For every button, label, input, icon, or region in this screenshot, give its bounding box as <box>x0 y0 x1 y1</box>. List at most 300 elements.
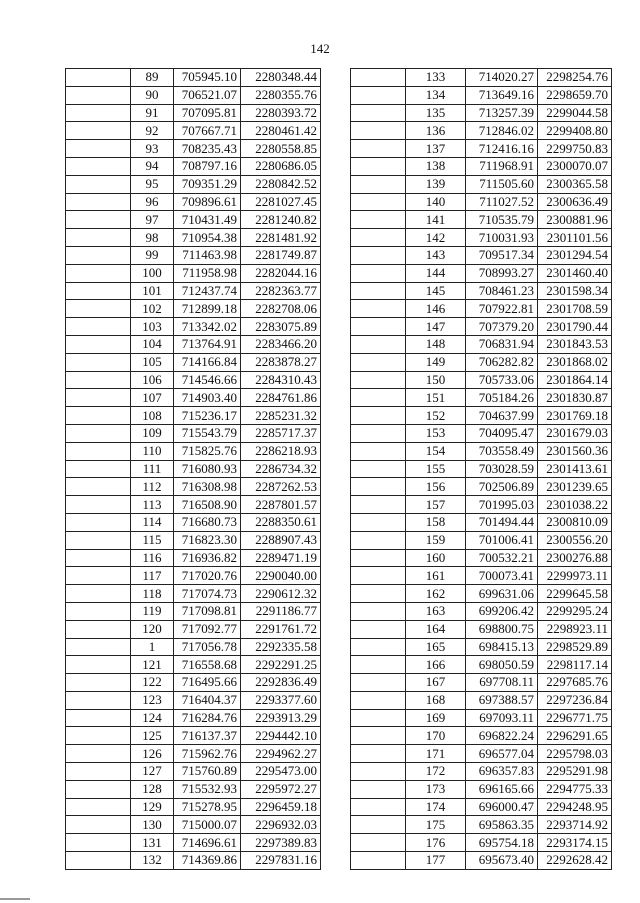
table-row <box>351 674 612 692</box>
y-coordinate-cell: 2301769.18 <box>538 407 612 425</box>
x-coordinate-cell: 711027.52 <box>466 193 538 211</box>
empty-cell <box>351 300 406 318</box>
x-coordinate-cell: 708797.16 <box>174 157 241 175</box>
empty-cell <box>351 122 406 140</box>
empty-cell <box>66 620 131 638</box>
y-coordinate-cell: 2287262.53 <box>241 478 321 496</box>
point-number-cell: 108 <box>131 407 174 425</box>
x-coordinate-cell: 710031.93 <box>466 229 538 247</box>
point-number-cell: 154 <box>406 442 466 460</box>
y-coordinate-cell: 2282044.16 <box>241 264 321 282</box>
table-row <box>351 442 612 460</box>
table-row <box>351 531 612 549</box>
point-number-cell: 133 <box>406 69 466 87</box>
empty-cell <box>66 834 131 852</box>
x-coordinate-cell: 717074.73 <box>174 585 241 603</box>
point-number-cell: 160 <box>406 549 466 567</box>
point-number-cell: 162 <box>406 585 466 603</box>
y-coordinate-cell: 2296459.18 <box>241 798 321 816</box>
point-number-cell: 157 <box>406 496 466 514</box>
y-coordinate-cell: 2286218.93 <box>241 442 321 460</box>
y-coordinate-cell: 2292335.58 <box>241 638 321 656</box>
empty-cell <box>351 763 406 781</box>
x-coordinate-cell: 710535.79 <box>466 211 538 229</box>
empty-cell <box>351 86 406 104</box>
point-number-cell: 158 <box>406 513 466 531</box>
x-coordinate-cell: 716495.66 <box>174 674 241 692</box>
point-number-cell: 145 <box>406 282 466 300</box>
x-coordinate-cell: 712437.74 <box>174 282 241 300</box>
x-coordinate-cell: 709351.29 <box>174 175 241 193</box>
empty-cell <box>66 371 131 389</box>
empty-cell <box>351 513 406 531</box>
x-coordinate-cell: 714696.61 <box>174 834 241 852</box>
y-coordinate-cell: 2294962.27 <box>241 745 321 763</box>
empty-cell <box>66 549 131 567</box>
y-coordinate-cell: 2301790.44 <box>538 318 612 336</box>
table-row <box>351 638 612 656</box>
point-number-cell: 110 <box>131 442 174 460</box>
table-row <box>66 264 321 282</box>
table-row <box>66 318 321 336</box>
empty-cell <box>351 104 406 122</box>
empty-cell <box>66 852 131 870</box>
point-number-cell: 167 <box>406 674 466 692</box>
point-number-cell: 126 <box>131 745 174 763</box>
y-coordinate-cell: 2296291.65 <box>538 727 612 745</box>
table-row <box>66 246 321 264</box>
point-number-cell: 134 <box>406 86 466 104</box>
y-coordinate-cell: 2289471.19 <box>241 549 321 567</box>
x-coordinate-cell: 717092.77 <box>174 620 241 638</box>
point-number-cell: 122 <box>131 674 174 692</box>
point-number-cell: 92 <box>131 122 174 140</box>
table-row <box>351 709 612 727</box>
x-coordinate-cell: 696822.24 <box>466 727 538 745</box>
table-row <box>66 567 321 585</box>
empty-cell <box>66 282 131 300</box>
point-number-cell: 98 <box>131 229 174 247</box>
table-row <box>351 353 612 371</box>
x-coordinate-cell: 716508.90 <box>174 496 241 514</box>
y-coordinate-cell: 2283878.27 <box>241 353 321 371</box>
y-coordinate-cell: 2298254.76 <box>538 69 612 87</box>
y-coordinate-cell: 2288907.43 <box>241 531 321 549</box>
point-number-cell: 137 <box>406 140 466 158</box>
x-coordinate-cell: 716936.82 <box>174 549 241 567</box>
empty-cell <box>351 424 406 442</box>
y-coordinate-cell: 2301843.53 <box>538 335 612 353</box>
empty-cell <box>351 780 406 798</box>
table-row <box>66 193 321 211</box>
x-coordinate-cell: 702506.89 <box>466 478 538 496</box>
point-number-cell: 125 <box>131 727 174 745</box>
x-coordinate-cell: 709896.61 <box>174 193 241 211</box>
point-number-cell: 104 <box>131 335 174 353</box>
y-coordinate-cell: 2280461.42 <box>241 122 321 140</box>
point-number-cell: 165 <box>406 638 466 656</box>
x-coordinate-cell: 711505.60 <box>466 175 538 193</box>
x-coordinate-cell: 710431.49 <box>174 211 241 229</box>
empty-cell <box>351 852 406 870</box>
x-coordinate-cell: 703558.49 <box>466 442 538 460</box>
table-row <box>66 122 321 140</box>
empty-cell <box>66 656 131 674</box>
table-row <box>66 140 321 158</box>
point-number-cell: 91 <box>131 104 174 122</box>
table-row <box>66 442 321 460</box>
y-coordinate-cell: 2301239.65 <box>538 478 612 496</box>
empty-cell <box>66 407 131 425</box>
table-row <box>66 602 321 620</box>
empty-cell <box>66 478 131 496</box>
empty-cell <box>351 638 406 656</box>
table-row <box>66 407 321 425</box>
empty-cell <box>66 745 131 763</box>
y-coordinate-cell: 2282363.77 <box>241 282 321 300</box>
x-coordinate-cell: 696165.66 <box>466 780 538 798</box>
point-number-cell: 143 <box>406 246 466 264</box>
empty-cell <box>351 567 406 585</box>
empty-cell <box>66 335 131 353</box>
y-coordinate-cell: 2293377.60 <box>241 691 321 709</box>
table-row <box>66 620 321 638</box>
table-row <box>66 834 321 852</box>
point-number-cell: 96 <box>131 193 174 211</box>
x-coordinate-cell: 714369.86 <box>174 852 241 870</box>
point-number-cell: 132 <box>131 852 174 870</box>
y-coordinate-cell: 2294248.95 <box>538 798 612 816</box>
x-coordinate-cell: 712416.16 <box>466 140 538 158</box>
point-number-cell: 129 <box>131 798 174 816</box>
empty-cell <box>351 246 406 264</box>
empty-cell <box>66 424 131 442</box>
x-coordinate-cell: 704095.47 <box>466 424 538 442</box>
point-number-cell: 107 <box>131 389 174 407</box>
y-coordinate-cell: 2299973.11 <box>538 567 612 585</box>
table-row <box>66 353 321 371</box>
empty-cell <box>351 691 406 709</box>
y-coordinate-cell: 2280686.05 <box>241 157 321 175</box>
table-row <box>66 211 321 229</box>
y-coordinate-cell: 2300881.96 <box>538 211 612 229</box>
y-coordinate-cell: 2292291.25 <box>241 656 321 674</box>
empty-cell <box>351 585 406 603</box>
empty-cell <box>351 834 406 852</box>
empty-cell <box>351 602 406 620</box>
y-coordinate-cell: 2280393.72 <box>241 104 321 122</box>
x-coordinate-cell: 706282.82 <box>466 353 538 371</box>
point-number-cell: 138 <box>406 157 466 175</box>
x-coordinate-cell: 695673.40 <box>466 852 538 870</box>
point-number-cell: 123 <box>131 691 174 709</box>
x-coordinate-cell: 697708.11 <box>466 674 538 692</box>
y-coordinate-cell: 2301460.40 <box>538 264 612 282</box>
table-row <box>351 496 612 514</box>
x-coordinate-cell: 716137.37 <box>174 727 241 745</box>
point-number-cell: 128 <box>131 780 174 798</box>
table-row <box>66 460 321 478</box>
x-coordinate-cell: 703028.59 <box>466 460 538 478</box>
empty-cell <box>351 264 406 282</box>
point-number-cell: 169 <box>406 709 466 727</box>
table-row <box>351 389 612 407</box>
x-coordinate-cell: 698050.59 <box>466 656 538 674</box>
x-coordinate-cell: 710954.38 <box>174 229 241 247</box>
point-number-cell: 148 <box>406 335 466 353</box>
empty-cell <box>351 318 406 336</box>
y-coordinate-cell: 2298923.11 <box>538 620 612 638</box>
table-row <box>351 407 612 425</box>
point-number-cell: 109 <box>131 424 174 442</box>
point-number-cell: 171 <box>406 745 466 763</box>
y-coordinate-cell: 2300810.09 <box>538 513 612 531</box>
point-number-cell: 159 <box>406 531 466 549</box>
table-row <box>66 229 321 247</box>
table-row <box>66 816 321 834</box>
y-coordinate-cell: 2288350.61 <box>241 513 321 531</box>
y-coordinate-cell: 2293913.29 <box>241 709 321 727</box>
x-coordinate-cell: 714546.66 <box>174 371 241 389</box>
point-number-cell: 174 <box>406 798 466 816</box>
table-row <box>351 478 612 496</box>
table-row <box>351 513 612 531</box>
y-coordinate-cell: 2286734.32 <box>241 460 321 478</box>
empty-cell <box>351 407 406 425</box>
empty-cell <box>66 638 131 656</box>
x-coordinate-cell: 711968.91 <box>466 157 538 175</box>
y-coordinate-cell: 2285717.37 <box>241 424 321 442</box>
table-row <box>66 549 321 567</box>
x-coordinate-cell: 713764.91 <box>174 335 241 353</box>
x-coordinate-cell: 705733.06 <box>466 371 538 389</box>
x-coordinate-cell: 716404.37 <box>174 691 241 709</box>
point-number-cell: 153 <box>406 424 466 442</box>
y-coordinate-cell: 2287801.57 <box>241 496 321 514</box>
x-coordinate-cell: 717020.76 <box>174 567 241 585</box>
point-number-cell: 106 <box>131 371 174 389</box>
x-coordinate-cell: 695863.35 <box>466 816 538 834</box>
point-number-cell: 131 <box>131 834 174 852</box>
x-coordinate-cell: 717098.81 <box>174 602 241 620</box>
table-row <box>351 763 612 781</box>
y-coordinate-cell: 2283466.20 <box>241 335 321 353</box>
empty-cell <box>66 513 131 531</box>
y-coordinate-cell: 2294775.33 <box>538 780 612 798</box>
point-number-cell: 155 <box>406 460 466 478</box>
point-number-cell: 95 <box>131 175 174 193</box>
x-coordinate-cell: 704637.99 <box>466 407 538 425</box>
point-number-cell: 135 <box>406 104 466 122</box>
table-row <box>351 567 612 585</box>
x-coordinate-cell: 708461.23 <box>466 282 538 300</box>
y-coordinate-cell: 2301413.61 <box>538 460 612 478</box>
point-number-cell: 115 <box>131 531 174 549</box>
empty-cell <box>351 211 406 229</box>
empty-cell <box>66 140 131 158</box>
y-coordinate-cell: 2300556.20 <box>538 531 612 549</box>
empty-cell <box>351 460 406 478</box>
x-coordinate-cell: 700532.21 <box>466 549 538 567</box>
point-number-cell: 166 <box>406 656 466 674</box>
y-coordinate-cell: 2295473.00 <box>241 763 321 781</box>
point-number-cell: 156 <box>406 478 466 496</box>
empty-cell <box>66 193 131 211</box>
x-coordinate-cell: 701494.44 <box>466 513 538 531</box>
point-number-cell: 177 <box>406 852 466 870</box>
page-number: 142 <box>310 41 330 56</box>
point-number-cell: 151 <box>406 389 466 407</box>
x-coordinate-cell: 714020.27 <box>466 69 538 87</box>
y-coordinate-cell: 2291186.77 <box>241 602 321 620</box>
x-coordinate-cell: 716558.68 <box>174 656 241 674</box>
empty-cell <box>351 140 406 158</box>
y-coordinate-cell: 2299645.58 <box>538 585 612 603</box>
x-coordinate-cell: 697388.57 <box>466 691 538 709</box>
x-coordinate-cell: 708235.43 <box>174 140 241 158</box>
empty-cell <box>66 674 131 692</box>
table-row <box>351 157 612 175</box>
table-row <box>66 727 321 745</box>
x-coordinate-cell: 712899.18 <box>174 300 241 318</box>
y-coordinate-cell: 2298529.89 <box>538 638 612 656</box>
table-row <box>66 371 321 389</box>
x-coordinate-cell: 707379.20 <box>466 318 538 336</box>
empty-cell <box>66 175 131 193</box>
point-number-cell: 139 <box>406 175 466 193</box>
x-coordinate-cell: 709517.34 <box>466 246 538 264</box>
table-row <box>66 531 321 549</box>
x-coordinate-cell: 713649.16 <box>466 86 538 104</box>
empty-cell <box>351 549 406 567</box>
empty-cell <box>351 745 406 763</box>
point-number-cell: 102 <box>131 300 174 318</box>
y-coordinate-cell: 2299295.24 <box>538 602 612 620</box>
y-coordinate-cell: 2293174.15 <box>538 834 612 852</box>
table-row <box>66 69 321 87</box>
x-coordinate-cell: 701006.41 <box>466 531 538 549</box>
y-coordinate-cell: 2290612.32 <box>241 585 321 603</box>
x-coordinate-cell: 700073.41 <box>466 567 538 585</box>
empty-cell <box>351 816 406 834</box>
x-coordinate-cell: 696357.83 <box>466 763 538 781</box>
empty-cell <box>351 389 406 407</box>
coordinate-table-left <box>65 68 321 870</box>
table-row <box>351 193 612 211</box>
table-row <box>351 300 612 318</box>
y-coordinate-cell: 2294442.10 <box>241 727 321 745</box>
x-coordinate-cell: 708993.27 <box>466 264 538 282</box>
point-number-cell: 97 <box>131 211 174 229</box>
y-coordinate-cell: 2282708.06 <box>241 300 321 318</box>
y-coordinate-cell: 2295798.03 <box>538 745 612 763</box>
empty-cell <box>66 442 131 460</box>
table-row <box>351 620 612 638</box>
x-coordinate-cell: 716308.98 <box>174 478 241 496</box>
table-row <box>66 763 321 781</box>
empty-cell <box>66 585 131 603</box>
y-coordinate-cell: 2299750.83 <box>538 140 612 158</box>
table-row <box>66 585 321 603</box>
point-number-cell: 168 <box>406 691 466 709</box>
empty-cell <box>66 104 131 122</box>
point-number-cell: 90 <box>131 86 174 104</box>
y-coordinate-cell: 2280842.52 <box>241 175 321 193</box>
x-coordinate-cell: 714166.84 <box>174 353 241 371</box>
table-row <box>66 389 321 407</box>
point-number-cell: 146 <box>406 300 466 318</box>
table-row <box>351 852 612 870</box>
point-number-cell: 99 <box>131 246 174 264</box>
table-row <box>351 282 612 300</box>
empty-cell <box>351 229 406 247</box>
table-row <box>66 656 321 674</box>
y-coordinate-cell: 2292628.42 <box>538 852 612 870</box>
y-coordinate-cell: 2297236.84 <box>538 691 612 709</box>
x-coordinate-cell: 715825.76 <box>174 442 241 460</box>
table-row <box>351 602 612 620</box>
empty-cell <box>351 798 406 816</box>
point-number-cell: 100 <box>131 264 174 282</box>
y-coordinate-cell: 2300276.88 <box>538 549 612 567</box>
table-row <box>66 798 321 816</box>
point-number-cell: 124 <box>131 709 174 727</box>
table-row <box>351 122 612 140</box>
x-coordinate-cell: 714903.40 <box>174 389 241 407</box>
empty-cell <box>351 157 406 175</box>
table-row <box>351 264 612 282</box>
empty-cell <box>66 602 131 620</box>
empty-cell <box>66 211 131 229</box>
y-coordinate-cell: 2301038.22 <box>538 496 612 514</box>
x-coordinate-cell: 706521.07 <box>174 86 241 104</box>
table-row <box>66 691 321 709</box>
x-coordinate-cell: 707095.81 <box>174 104 241 122</box>
table-row <box>351 140 612 158</box>
y-coordinate-cell: 2297389.83 <box>241 834 321 852</box>
empty-cell <box>66 69 131 87</box>
point-number-cell: 105 <box>131 353 174 371</box>
y-coordinate-cell: 2301560.36 <box>538 442 612 460</box>
x-coordinate-cell: 716823.30 <box>174 531 241 549</box>
point-number-cell: 117 <box>131 567 174 585</box>
empty-cell <box>351 175 406 193</box>
empty-cell <box>351 727 406 745</box>
y-coordinate-cell: 2285231.32 <box>241 407 321 425</box>
coordinate-table-right <box>350 68 612 870</box>
y-coordinate-cell: 2301864.14 <box>538 371 612 389</box>
y-coordinate-cell: 2295291.98 <box>538 763 612 781</box>
y-coordinate-cell: 2284310.43 <box>241 371 321 389</box>
x-coordinate-cell: 717056.78 <box>174 638 241 656</box>
x-coordinate-cell: 698800.75 <box>466 620 538 638</box>
scan-edge-mark <box>0 898 30 900</box>
point-number-cell: 173 <box>406 780 466 798</box>
point-number-cell: 176 <box>406 834 466 852</box>
x-coordinate-cell: 713342.02 <box>174 318 241 336</box>
table-row <box>351 585 612 603</box>
y-coordinate-cell: 2281240.82 <box>241 211 321 229</box>
x-coordinate-cell: 705184.26 <box>466 389 538 407</box>
point-number-cell: 161 <box>406 567 466 585</box>
y-coordinate-cell: 2296771.75 <box>538 709 612 727</box>
point-number-cell: 111 <box>131 460 174 478</box>
empty-cell <box>66 86 131 104</box>
point-number-cell: 113 <box>131 496 174 514</box>
empty-cell <box>351 193 406 211</box>
x-coordinate-cell: 715532.93 <box>174 780 241 798</box>
point-number-cell: 130 <box>131 816 174 834</box>
